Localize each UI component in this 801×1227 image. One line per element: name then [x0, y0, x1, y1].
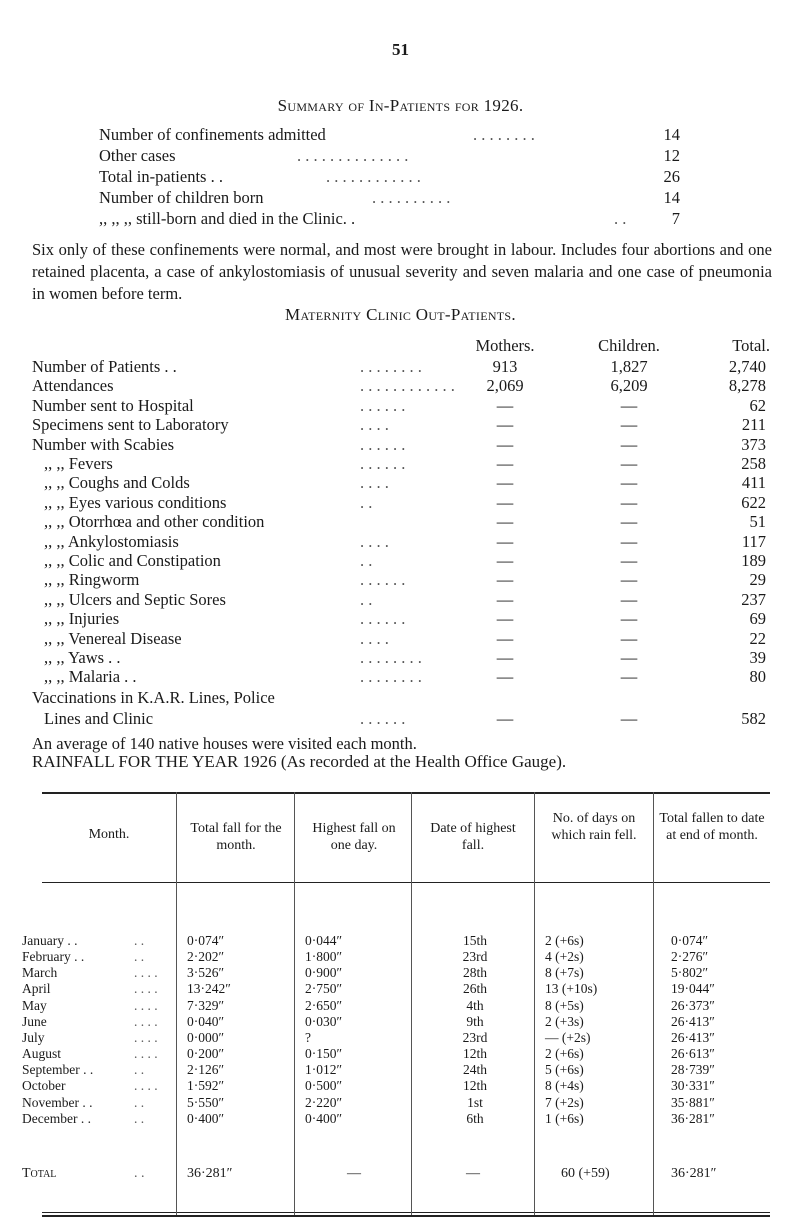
maternity-row-mothers: — [496, 590, 514, 609]
maternity-row-children: — [620, 532, 638, 551]
maternity-row-dots: . . . . . . . . . . . . [360, 376, 455, 395]
maternity-row-label: ,, ,, Ringworm [44, 570, 140, 589]
rainfall-row-to-date: 28·739″ [671, 1062, 715, 1077]
vaccinations-total: 582 [741, 709, 766, 728]
maternity-row-total: 258 [741, 454, 766, 473]
rainfall-row-to-date: 26·413″ [671, 1014, 715, 1029]
summary-dots: . . . . . . . . [473, 125, 535, 144]
column-divider [534, 792, 535, 1215]
rainfall-row-date: 23rd [462, 1030, 488, 1045]
column-header-rain-days: No. of days on which rain fell. [551, 811, 637, 843]
maternity-row-mothers: — [496, 629, 514, 648]
summary-value: 7 [671, 209, 680, 228]
maternity-row-dots: . . . . [360, 415, 389, 434]
maternity-row-children: — [620, 667, 638, 686]
maternity-row-dots: . . . . . . [360, 435, 406, 454]
rainfall-row-days: 1 (+6s) [545, 1111, 584, 1126]
column-divider [411, 792, 412, 1215]
rainfall-row-dots: . . . . [134, 981, 158, 996]
rainfall-row-highest: 2·750″ [305, 981, 343, 996]
column-divider [653, 792, 654, 1215]
maternity-row-total: 189 [741, 551, 766, 570]
rainfall-row-highest: 1·800″ [305, 949, 343, 964]
rainfall-row-highest: 1·012″ [305, 1062, 343, 1077]
column-divider [294, 792, 295, 1215]
column-header-children: Children. [598, 336, 660, 355]
rainfall-row-total: 1·592″ [187, 1078, 225, 1093]
rainfall-row-days: — (+2s) [545, 1030, 591, 1045]
maternity-row-children: — [620, 648, 638, 667]
rainfall-row-month: August [22, 1046, 62, 1061]
maternity-row-dots: . . . . . . . . [360, 357, 422, 376]
table-rule [42, 1212, 770, 1213]
column-header-date: Date of highest fall. [430, 821, 516, 853]
rainfall-row-total: 0·400″ [187, 1111, 225, 1126]
rainfall-row-to-date: 0·074″ [671, 933, 709, 948]
rainfall-row-to-date: 35·881″ [671, 1095, 715, 1110]
rainfall-row-days: 8 (+5s) [545, 998, 584, 1013]
summary-value: 26 [663, 167, 680, 186]
rainfall-row-total: 0·040″ [187, 1014, 225, 1029]
rainfall-row-date: 24th [462, 1062, 487, 1077]
rainfall-row-date: 12th [462, 1078, 487, 1093]
maternity-row-total: 211 [741, 415, 766, 434]
maternity-row-mothers: — [496, 667, 514, 686]
maternity-row-total: 51 [749, 512, 766, 531]
rainfall-row-month: July [22, 1030, 45, 1045]
total-row-highest: — [347, 1166, 361, 1181]
maternity-row-mothers: — [496, 493, 514, 512]
maternity-row-label: Number with Scabies [32, 435, 175, 454]
maternity-row-mothers: — [496, 532, 514, 551]
table-rule [42, 792, 770, 794]
rainfall-row-to-date: 26·413″ [671, 1030, 715, 1045]
rainfall-row-highest: 0·400″ [305, 1111, 343, 1126]
vaccinations-label: Vaccinations in K.A.R. Lines, Police [32, 688, 275, 707]
column-divider [176, 792, 177, 1215]
rainfall-row-dots: . . [134, 933, 145, 948]
summary-label: Other cases [99, 146, 176, 165]
total-row-date: — [466, 1166, 480, 1181]
summary-paragraph: Six only of these confinements were normal, and most were brought in labour. Includes four abortions and one retained placenta, a case of ankylostomiasis of unusual severity and seven malaria and one case of pneumonia in women before term. [32, 240, 772, 303]
maternity-row-total: 62 [749, 396, 766, 415]
rainfall-row-days: 7 (+2s) [545, 1095, 584, 1110]
table-rule [42, 1215, 770, 1217]
maternity-row-total: 8,278 [728, 376, 766, 395]
maternity-row-mothers: — [496, 435, 514, 454]
rainfall-row-total: 0·000″ [187, 1030, 225, 1045]
maternity-row-mothers: 913 [492, 357, 518, 376]
total-row-days: 60 (+59) [561, 1166, 610, 1181]
summary-dots: . . . . . . . . . . . . [326, 167, 421, 186]
rainfall-row-highest: 0·500″ [305, 1078, 343, 1093]
rainfall-row-to-date: 2·276″ [671, 949, 709, 964]
maternity-row-mothers: — [496, 473, 514, 492]
maternity-row-label: ,, ,, Coughs and Colds [44, 473, 190, 492]
rainfall-row-month: June [22, 1014, 47, 1029]
rainfall-row-date: 12th [462, 1046, 487, 1061]
rainfall-row-days: 4 (+2s) [545, 949, 584, 964]
rainfall-row-month: November . . [22, 1095, 93, 1110]
rainfall-row-to-date: 5·802″ [671, 965, 709, 980]
maternity-row-total: 22 [749, 629, 766, 648]
maternity-row-mothers: — [496, 454, 514, 473]
rainfall-row-highest: 0·044″ [305, 933, 343, 948]
vaccinations-dots: . . . . . . [360, 709, 406, 728]
rainfall-row-month: October [22, 1078, 66, 1093]
maternity-row-dots: . . [360, 551, 373, 570]
summary-label: Total in-patients . . [99, 167, 223, 186]
maternity-row-label: ,, ,, Venereal Disease [44, 629, 182, 648]
rainfall-row-to-date: 19·044″ [671, 981, 715, 996]
page-number: 51 [392, 40, 409, 59]
table-rule [42, 882, 770, 883]
vaccinations-label-cont: Lines and Clinic [44, 709, 154, 728]
maternity-row-label: Number sent to Hospital [32, 396, 194, 415]
rainfall-row-highest: ? [305, 1030, 311, 1045]
column-header-total: Total. [732, 336, 770, 355]
maternity-row-label: ,, ,, Ankylostomiasis [44, 532, 179, 551]
rainfall-row-month: January . . [22, 933, 78, 948]
maternity-row-mothers: — [496, 609, 514, 628]
summary-dots: . . . . . . . . . . [372, 188, 451, 207]
maternity-row-label: ,, ,, Eyes various conditions [44, 493, 227, 512]
maternity-row-children: — [620, 551, 638, 570]
rainfall-row-date: 26th [462, 981, 487, 996]
maternity-row-children: — [620, 473, 638, 492]
maternity-row-dots: . . . . . . . . [360, 667, 422, 686]
vaccinations-mothers: — [496, 709, 514, 728]
rainfall-row-dots: . . [134, 949, 145, 964]
houses-visited-note: An average of 140 native houses were visited each month. [32, 734, 417, 753]
maternity-row-label: ,, ,, Injuries [44, 609, 120, 628]
summary-label: Number of children born [99, 188, 264, 207]
maternity-row-children: — [620, 590, 638, 609]
rainfall-row-date: 4th [466, 998, 484, 1013]
maternity-row-mothers: — [496, 512, 514, 531]
rainfall-row-total: 13·242″ [187, 981, 231, 996]
rainfall-row-days: 2 (+3s) [545, 1014, 584, 1029]
summary-title: Summary of In-Patients for 1926. [277, 96, 524, 115]
maternity-row-total: 117 [741, 532, 766, 551]
maternity-row-mothers: — [496, 415, 514, 434]
maternity-row-children: — [620, 512, 638, 531]
rainfall-row-month: December . . [22, 1111, 91, 1126]
rainfall-row-highest: 0·150″ [305, 1046, 343, 1061]
maternity-row-label: ,, ,, Otorrhœa and other condition [44, 512, 265, 531]
maternity-row-total: 39 [749, 648, 766, 667]
rainfall-row-total: 3·526″ [187, 965, 225, 980]
maternity-row-children: — [620, 454, 638, 473]
vaccinations-children: — [620, 709, 638, 728]
column-header-to-date: Total fallen to date at end of month. [659, 811, 765, 843]
summary-dots: . . [614, 209, 627, 228]
maternity-row-children: — [620, 493, 638, 512]
rainfall-row-date: 28th [462, 965, 487, 980]
rainfall-row-highest: 2·220″ [305, 1095, 343, 1110]
rainfall-row-days: 8 (+7s) [545, 965, 584, 980]
rainfall-row-dots: . . . . [134, 1030, 158, 1045]
maternity-row-mothers: — [496, 551, 514, 570]
maternity-row-children: 6,209 [610, 376, 648, 395]
maternity-row-total: 80 [749, 667, 766, 686]
maternity-row-dots: . . . . . . . . [360, 648, 422, 667]
maternity-row-total: 411 [741, 473, 766, 492]
maternity-row-children: — [620, 629, 638, 648]
maternity-row-dots: . . . . [360, 473, 389, 492]
column-header-mothers: Mothers. [475, 336, 535, 355]
rainfall-row-highest: 0·030″ [305, 1014, 343, 1029]
maternity-row-total: 373 [741, 435, 766, 454]
summary-label: ,, ,, ,, still-born and died in the Clinic. . [99, 209, 356, 228]
rainfall-row-days: 8 (+4s) [545, 1078, 584, 1093]
rainfall-row-to-date: 26·613″ [671, 1046, 715, 1061]
rainfall-row-date: 9th [466, 1014, 484, 1029]
rainfall-row-highest: 0·900″ [305, 965, 343, 980]
maternity-row-mothers: 2,069 [486, 376, 524, 395]
maternity-row-total: 2,740 [728, 357, 766, 376]
total-row-total: 36·281″ [187, 1166, 233, 1181]
maternity-row-label: ,, ,, Yaws . . [44, 648, 121, 667]
maternity-row-label: ,, ,, Colic and Constipation [44, 551, 221, 570]
rainfall-row-to-date: 36·281″ [671, 1111, 715, 1126]
maternity-row-label: Attendances [32, 376, 114, 395]
rainfall-row-month: April [22, 981, 51, 996]
column-header-month: Month. [88, 827, 130, 842]
maternity-row-dots: . . [360, 590, 373, 609]
rainfall-row-dots: . . . . [134, 998, 158, 1013]
column-header-highest-fall: Highest fall on one day. [312, 821, 396, 853]
maternity-row-dots: . . . . . . [360, 570, 406, 589]
rainfall-row-total: 0·200″ [187, 1046, 225, 1061]
maternity-row-children: — [620, 396, 638, 415]
rainfall-title: RAINFALL FOR THE YEAR 1926 (As recorded at the Health Office Gauge). [32, 752, 567, 771]
rainfall-row-days: 13 (+10s) [545, 981, 598, 996]
maternity-row-dots: . . [360, 493, 373, 512]
rainfall-row-month: May [22, 998, 47, 1013]
rainfall-row-total: 7·329″ [187, 998, 225, 1013]
rainfall-row-date: 1st [467, 1095, 483, 1110]
rainfall-row-dots: . . . . [134, 1078, 158, 1093]
maternity-row-total: 69 [749, 609, 766, 628]
maternity-row-label: ,, ,, Malaria . . [44, 667, 137, 686]
maternity-row-total: 622 [741, 493, 766, 512]
maternity-row-label: Number of Patients . . [32, 357, 177, 376]
summary-label: Number of confinements admitted [99, 125, 326, 144]
maternity-row-label: ,, ,, Ulcers and Septic Sores [44, 590, 226, 609]
rainfall-row-date: 15th [462, 933, 487, 948]
rainfall-row-dots: . . . . [134, 1014, 158, 1029]
rainfall-row-month: February . . [22, 949, 85, 964]
rainfall-row-dots: . . . . [134, 1046, 158, 1061]
total-row-to-date: 36·281″ [671, 1166, 717, 1181]
maternity-row-dots: . . . . . . [360, 609, 406, 628]
rainfall-row-dots: . . [134, 1095, 145, 1110]
maternity-row-children: — [620, 609, 638, 628]
maternity-row-mothers: — [496, 396, 514, 415]
maternity-row-children: — [620, 435, 638, 454]
maternity-row-children: — [620, 570, 638, 589]
rainfall-row-to-date: 26·373″ [671, 998, 715, 1013]
column-header-total-fall: Total fall for the month. [190, 821, 282, 853]
rainfall-row-total: 2·202″ [187, 949, 225, 964]
rainfall-row-days: 2 (+6s) [545, 1046, 584, 1061]
rainfall-row-dots: . . [134, 1062, 145, 1077]
maternity-row-total: 237 [741, 590, 766, 609]
maternity-row-label: Specimens sent to Laboratory [32, 415, 229, 434]
rainfall-row-to-date: 30·331″ [671, 1078, 715, 1093]
maternity-row-label: ,, ,, Fevers [44, 454, 113, 473]
rainfall-row-highest: 2·650″ [305, 998, 343, 1013]
rainfall-row-date: 23rd [462, 949, 488, 964]
maternity-title: Maternity Clinic Out-Patients. [285, 305, 516, 324]
rainfall-row-dots: . . [134, 1111, 145, 1126]
rainfall-row-total: 2·126″ [187, 1062, 225, 1077]
maternity-row-dots: . . . . [360, 629, 389, 648]
maternity-row-dots: . . . . . . [360, 454, 406, 473]
rainfall-row-days: 5 (+6s) [545, 1062, 584, 1077]
total-row-label: Total [22, 1166, 57, 1181]
rainfall-row-days: 2 (+6s) [545, 933, 584, 948]
maternity-row-mothers: — [496, 648, 514, 667]
rainfall-row-total: 0·074″ [187, 933, 225, 948]
maternity-row-dots: . . . . [360, 532, 389, 551]
rainfall-row-date: 6th [466, 1111, 484, 1126]
maternity-row-children: — [620, 415, 638, 434]
total-row-dots: . . [134, 1166, 145, 1181]
summary-value: 12 [663, 146, 680, 165]
maternity-row-total: 29 [749, 570, 766, 589]
maternity-row-mothers: — [496, 570, 514, 589]
summary-value: 14 [663, 125, 680, 144]
summary-value: 14 [663, 188, 680, 207]
rainfall-row-total: 5·550″ [187, 1095, 225, 1110]
rainfall-row-month: September . . [22, 1062, 94, 1077]
maternity-row-dots: . . . . . . [360, 396, 406, 415]
rainfall-row-month: March [22, 965, 58, 980]
rainfall-row-dots: . . . . [134, 965, 158, 980]
summary-dots: . . . . . . . . . . . . . . [297, 146, 409, 165]
maternity-row-children: 1,827 [610, 357, 648, 376]
